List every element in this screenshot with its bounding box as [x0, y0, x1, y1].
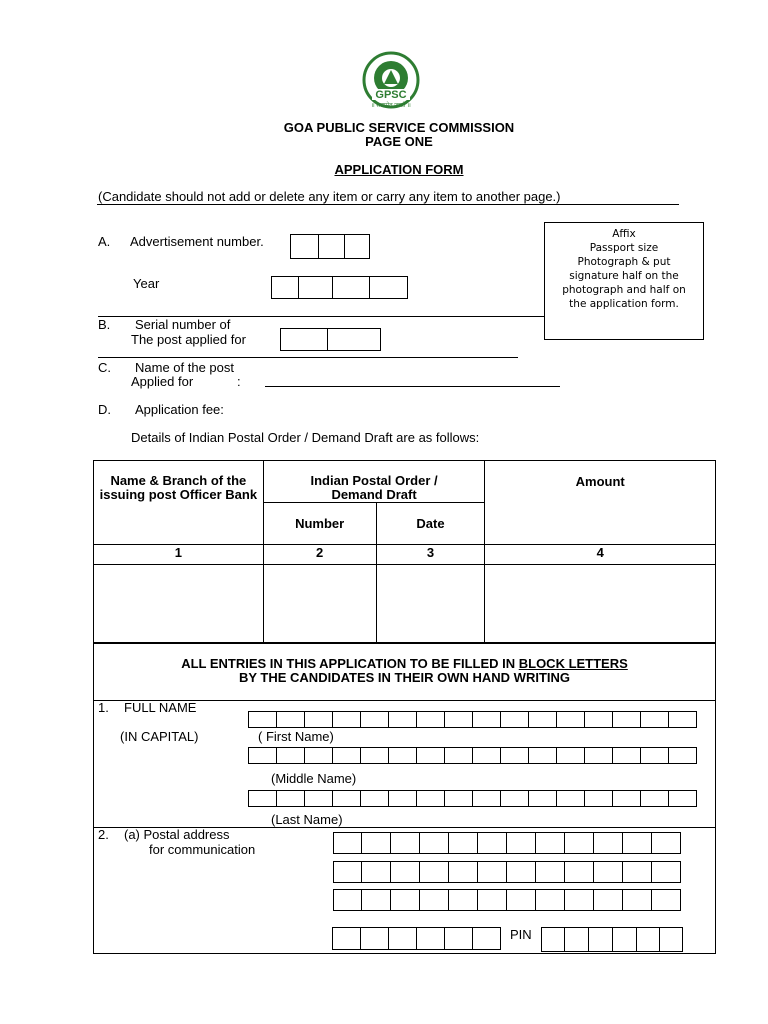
applied-for-label: Applied for	[131, 374, 194, 389]
last-name-label: (Last Name)	[271, 812, 343, 827]
photo-line-5: photograph and half on	[562, 284, 686, 296]
full-name-number: 1.	[98, 700, 109, 715]
form-title: APPLICATION FORM	[334, 162, 464, 177]
col-index-2: 2	[263, 545, 376, 565]
in-capital-label: (IN CAPITAL)	[120, 729, 199, 744]
branch-cell[interactable]	[94, 565, 264, 643]
application-fee-label: Application fee:	[135, 402, 224, 417]
org-name: GOA PUBLIC SERVICE COMMISSION	[283, 120, 515, 135]
amount-cell[interactable]	[485, 565, 716, 643]
section-c-label: C.	[98, 360, 111, 375]
block-letters-emphasis: BLOCK LETTERS	[518, 656, 628, 671]
postal-address-label: (a) Postal address	[124, 827, 230, 842]
pin-boxes[interactable]	[541, 927, 683, 952]
postal-order-details-label: Details of Indian Postal Order / Demand Draft are as follows:	[131, 430, 480, 445]
photo-line-3: Photograph & put	[577, 256, 671, 268]
last-name-boxes[interactable]	[248, 790, 697, 807]
photo-line-6: the application form.	[569, 298, 679, 310]
year-boxes[interactable]	[271, 276, 408, 299]
full-name-label: FULL NAME	[124, 700, 197, 715]
block-letters-instruction-2: BY THE CANDIDATES IN THEIR OWN HAND WRITING	[238, 670, 570, 685]
date-cell[interactable]	[376, 565, 485, 643]
instruction-note: (Candidate should not add or delete any item or carry any item to another page.)	[98, 189, 561, 204]
middle-name-boxes[interactable]	[248, 747, 697, 764]
adv-number-boxes[interactable]	[290, 234, 370, 259]
year-label: Year	[133, 276, 160, 291]
col-header-branch: Name & Branch of the issuing post Officer Bank	[94, 461, 264, 545]
applied-for-colon: :	[237, 374, 241, 389]
address-line-2-boxes[interactable]	[333, 861, 681, 883]
block-letters-instruction-1: ALL ENTRIES IN THIS APPLICATION TO BE FILLED IN BLOCK LETTERS	[181, 656, 628, 671]
section-d-label: D.	[98, 402, 111, 417]
first-name-boxes[interactable]	[248, 711, 697, 728]
number-cell[interactable]	[263, 565, 376, 643]
section-a-label: A.	[98, 234, 111, 249]
photo-line-4: signature half on the	[569, 270, 679, 282]
postal-number: 2.	[98, 827, 109, 842]
divider-b-c	[98, 357, 518, 358]
communication-label: for communication	[149, 842, 256, 857]
post-applied-label: The post applied for	[131, 332, 246, 347]
photo-line-2: Passport size	[589, 242, 659, 254]
photo-box[interactable]	[544, 222, 704, 340]
col-index-4: 4	[485, 545, 716, 565]
address-line-1-boxes[interactable]	[333, 832, 681, 854]
col-header-date: Date	[376, 503, 485, 545]
post-name-label: Name of the post	[135, 360, 234, 375]
col-header-number: Number	[263, 503, 376, 545]
serial-number-label: Serial number of	[135, 317, 231, 332]
col-header-amount: Amount	[485, 461, 716, 545]
col-header-postal-order: Indian Postal Order / Demand Draft	[263, 461, 485, 503]
adv-number-label: Advertisement number.	[130, 234, 264, 249]
address-line-4-boxes[interactable]	[332, 927, 501, 950]
col-index-1: 1	[94, 545, 264, 565]
page-label: PAGE ONE	[365, 134, 433, 149]
fee-table	[93, 460, 716, 643]
logo-motto: ॥ सत्यमेव जयते ॥	[371, 103, 411, 109]
post-name-input-line[interactable]	[265, 386, 560, 387]
col-index-3: 3	[376, 545, 485, 565]
photo-line-1: Affix	[612, 228, 636, 240]
middle-name-label: (Middle Name)	[271, 771, 357, 786]
serial-number-boxes[interactable]	[280, 328, 381, 351]
section-b-label: B.	[98, 317, 111, 332]
logo-text: GPSC	[375, 89, 407, 101]
pin-label: PIN	[510, 927, 532, 942]
address-line-3-boxes[interactable]	[333, 889, 681, 911]
note-underline	[97, 204, 679, 205]
first-name-label: ( First Name)	[258, 729, 334, 744]
